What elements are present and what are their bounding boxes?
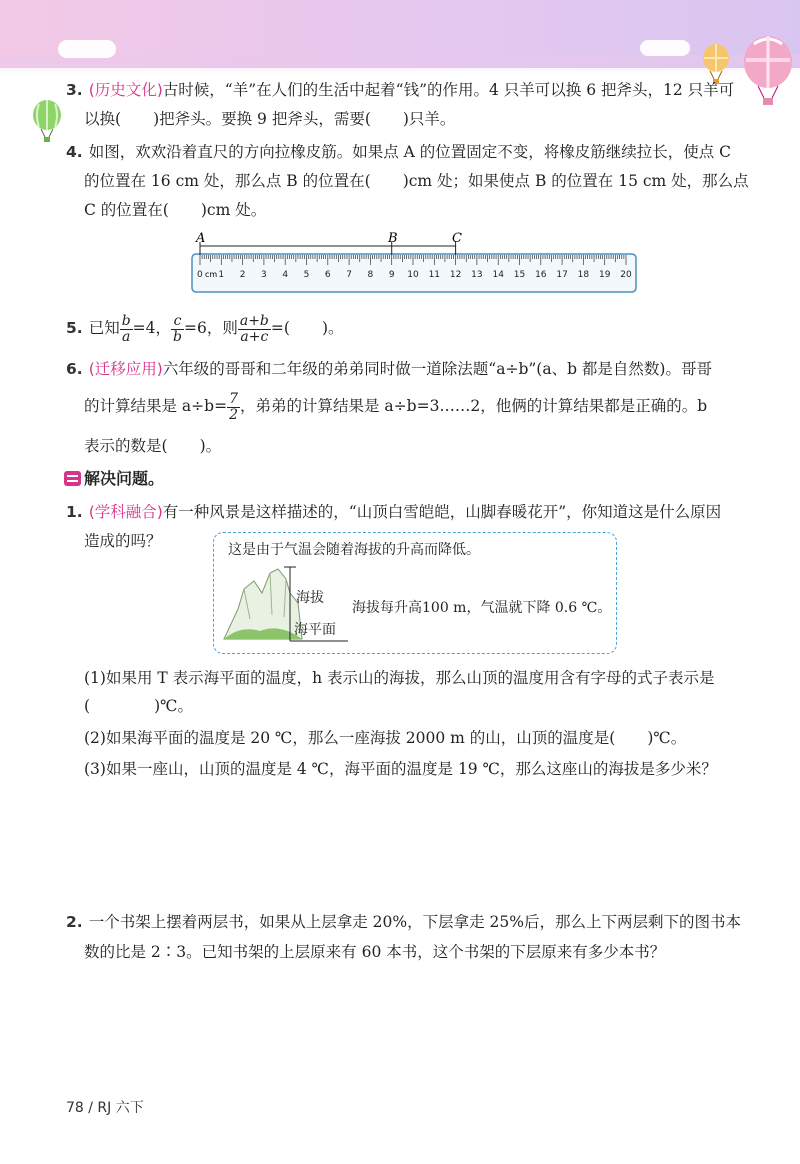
altitude-label: 海拔 [296, 590, 324, 606]
ruler-tick-label: 13 [471, 270, 483, 280]
numerator: c [171, 314, 184, 330]
banner-fade [0, 55, 800, 75]
problem-text: 数的比是 2∶3。已知书架的上层原来有 60 本书，这个书架的下层原来有多少本书？ [84, 943, 666, 961]
fraction [238, 314, 271, 345]
section-header [64, 466, 164, 489]
point-a-label: A [196, 231, 206, 246]
ruler-tick-label: 4 [282, 270, 289, 280]
ruler-tick-label: 9 [388, 270, 395, 280]
problem-number: 1. [66, 503, 83, 521]
problem-text: (3)如果一座山，山顶的温度是 4 ℃，海平面的温度是 19 ℃，那么这座山的海拔是多少米？ [84, 760, 717, 778]
ruler-tick-label: 18 [577, 270, 590, 280]
ruler-tick-label: 14 [492, 270, 504, 280]
problem-text: ( [84, 697, 91, 715]
denominator: a [122, 328, 131, 345]
ruler-tick-label: 6 [324, 270, 331, 280]
ruler-tick-label: 20 [620, 270, 632, 280]
problem-text: )℃。 [647, 729, 687, 747]
topic-tag: (学科融合) [88, 503, 163, 521]
ruler-tick-label: 15 [513, 270, 526, 280]
problem-text: )℃。 [154, 697, 193, 715]
question-text: =4， [132, 319, 172, 337]
subquestion-1-line-2 [84, 694, 193, 718]
question-3-line-2 [84, 107, 455, 131]
question-text: ，弟弟的计算结果是 a÷b=3……2，他俩的计算结果都是正确的。b [240, 397, 708, 415]
question-number: 4. [66, 143, 83, 161]
balloon-icon-green [30, 100, 64, 144]
ruler-diagram [186, 228, 640, 298]
question-4-line-2 [84, 169, 749, 193]
question-text: )把斧头。要换 9 把斧头，需要( [153, 110, 371, 128]
question-5 [66, 310, 344, 346]
numerator: a+b [239, 312, 269, 329]
question-4 [66, 140, 731, 164]
problem-text: 一个书架上摆着两层书，如果从上层拿走 20%，下层拿走 25%后，那么上下两层剩下的图书本 [88, 913, 741, 931]
ruler-unit: cm [205, 270, 218, 279]
question-number: 6. [66, 360, 83, 378]
ruler-tick-label: 17 [556, 270, 568, 280]
ruler-tick-label: 8 [367, 270, 374, 280]
section-number-icon [64, 471, 81, 486]
sea-level-label: 海平面 [294, 622, 336, 638]
ruler-tick-label: 1 [218, 270, 225, 280]
problem-1-line-2 [84, 529, 162, 553]
cloud-left [58, 40, 116, 58]
answer-area-2[interactable] [84, 975, 744, 1085]
question-text: 已知 [88, 319, 120, 337]
problem-text: (2)如果海平面的温度是 20 ℃，那么一座海拔 2000 m 的山，山顶的温度是( [84, 729, 616, 747]
question-text: =6，则 [184, 319, 238, 337]
problem-2-line-2 [84, 940, 665, 964]
numerator: 7 [229, 390, 238, 407]
ruler-tick-label: 5 [303, 270, 310, 280]
ruler-tick-label: 7 [346, 270, 352, 280]
hint-title: 这是由于气温会随着海拔的升高而降低。 [228, 542, 480, 558]
point-c-label: C [452, 231, 462, 246]
denominator: 2 [229, 406, 238, 423]
subquestion-1 [84, 666, 715, 690]
question-6 [66, 357, 712, 381]
section-title: 解决问题。 [84, 469, 165, 488]
ruler-tick-label: 2 [239, 270, 246, 280]
question-text: =( [270, 319, 290, 337]
question-text: )cm 处。 [200, 201, 267, 219]
topic-tag: (历史文化) [88, 81, 163, 99]
problem-number: 2. [66, 913, 83, 931]
question-number: 3. [66, 81, 83, 99]
denominator: b [173, 328, 182, 345]
problem-text: 造成的吗？ [84, 532, 162, 550]
ruler-tick-label: 16 [535, 270, 547, 280]
fraction [120, 314, 133, 345]
point-b-label: B [388, 231, 398, 246]
ruler-tick-label: 11 [428, 270, 441, 280]
question-text: 表示的数是( [84, 437, 168, 455]
question-text: 如图，欢欢沿着直尺的方向拉橡皮筋。如果点 A 的位置固定不变，将橡皮筋继续拉长，使点 C [88, 143, 732, 161]
denominator: a+c [240, 328, 269, 345]
question-text: )cm 处；如果使点 B 的位置在 15 cm 处，那么点 [402, 172, 749, 190]
problem-text: (1)如果用 T 表示海平面的温度，h 表示山的海拔，那么山顶的温度用含有字母的式子表示是 [84, 669, 715, 687]
topic-tag: (迁移应用) [88, 360, 163, 378]
page-footer: 78 / RJ 六下 [66, 1100, 144, 1116]
problem-text: 有一种风景是这样描述的，“山顶白雪皑皑，山脚春暖花开”，你知道这是什么原因 [162, 503, 722, 521]
subquestion-2 [84, 726, 686, 750]
question-6-line-3 [84, 434, 221, 458]
question-text: )只羊。 [402, 110, 456, 128]
problem-1 [66, 500, 721, 524]
subquestion-3 [84, 757, 717, 781]
hint-note: 海拔每升高100 m，气温就下降 0.6 ℃。 [352, 600, 612, 616]
question-text: 古时候，“羊”在人们的生活中起着“钱”的作用。4 只羊可以换 6 把斧头，12 只羊可 [162, 81, 735, 99]
problem-2 [66, 910, 741, 934]
ruler-tick-label: 19 [598, 270, 611, 280]
ruler-tick-label: 0 [197, 270, 203, 280]
balloon-icon-large [740, 36, 796, 108]
question-text: C 的位置在( [84, 201, 169, 219]
hint-box [213, 532, 617, 654]
question-text: )。 [321, 319, 344, 337]
ruler-tick-label: 10 [407, 270, 419, 280]
question-text: 六年级的哥哥和二年级的弟弟同时做一道除法题“a÷b”(a、b 都是自然数)。哥哥 [162, 360, 712, 378]
question-6-line-2 [84, 388, 707, 424]
question-4-line-3 [84, 198, 266, 222]
numerator: b [121, 312, 131, 329]
fraction [227, 392, 240, 423]
question-text: 的计算结果是 a÷b= [84, 397, 228, 415]
question-text: )。 [199, 437, 222, 455]
cloud-right [640, 40, 690, 56]
ruler-tick-label: 12 [449, 270, 462, 280]
ruler-tick-label: 3 [261, 270, 267, 280]
question-3 [66, 78, 734, 102]
question-number: 5. [66, 319, 83, 337]
question-text: 以换( [84, 110, 122, 128]
question-text: 的位置在 16 cm 处，那么点 B 的位置在( [84, 172, 371, 190]
fraction [171, 314, 184, 345]
answer-area-1[interactable] [84, 790, 744, 900]
